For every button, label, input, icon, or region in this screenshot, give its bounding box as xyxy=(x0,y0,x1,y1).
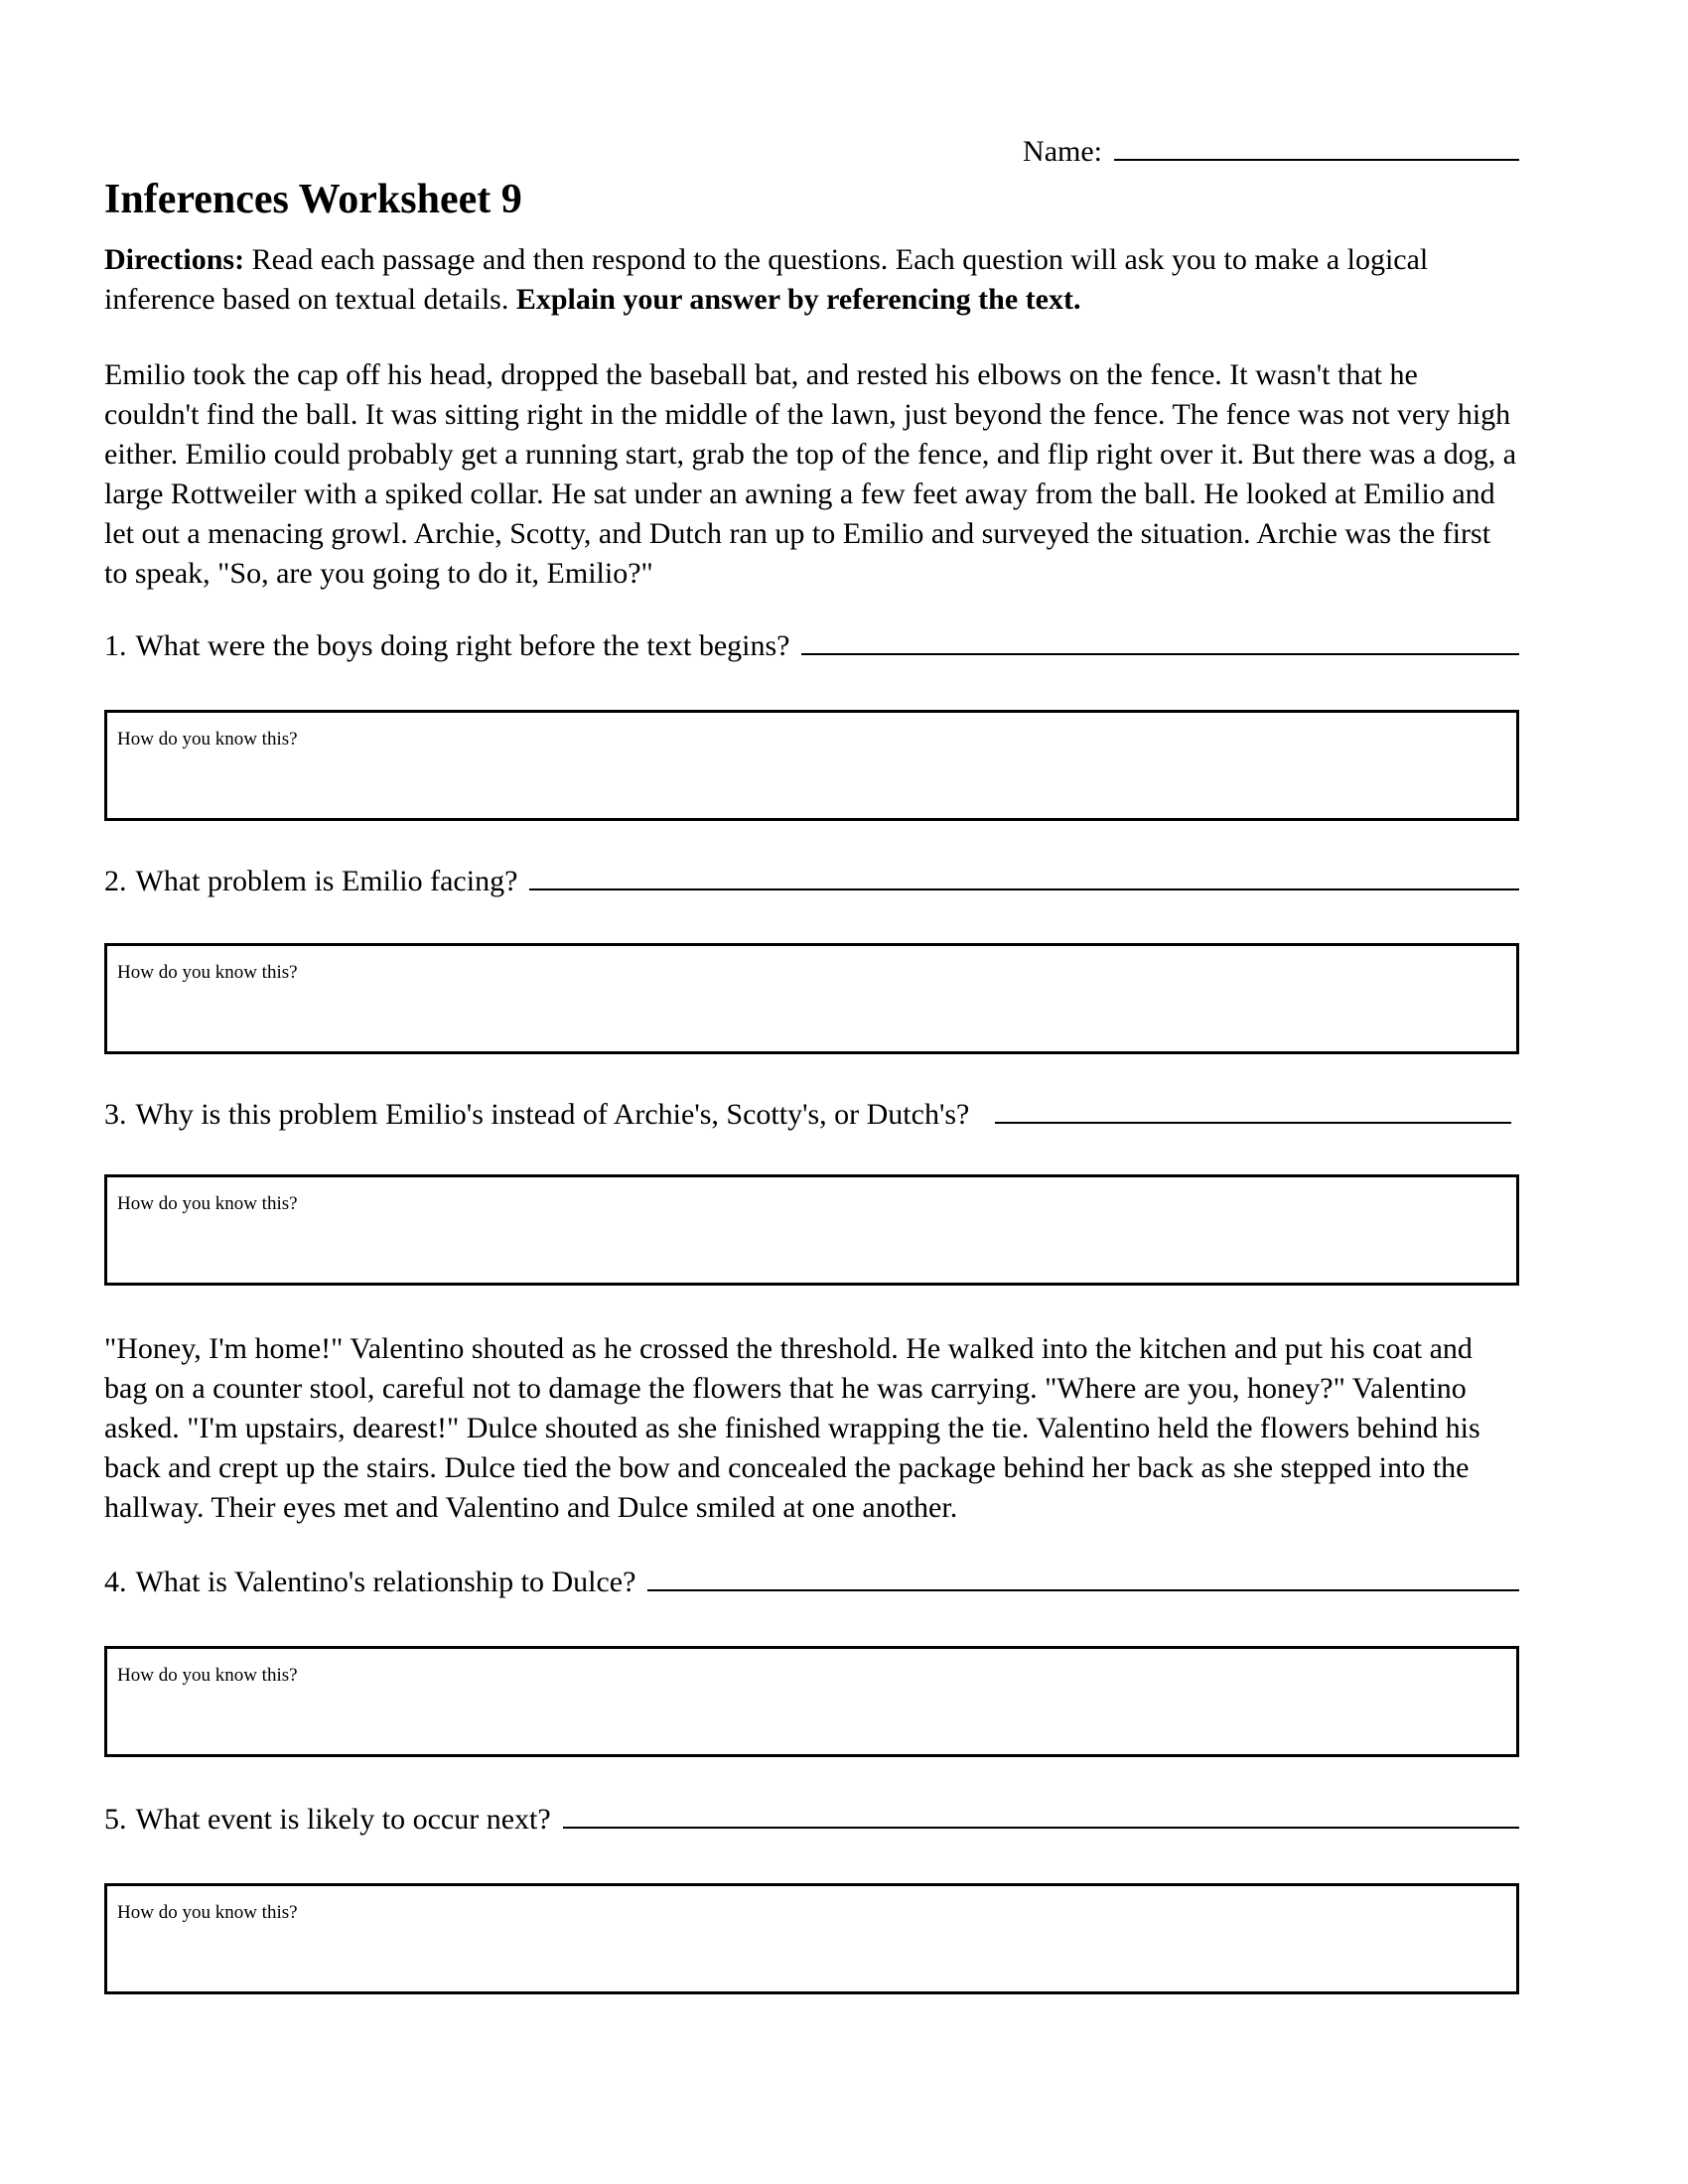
directions xyxy=(104,240,1519,320)
question-4-answer-line[interactable] xyxy=(647,1560,1519,1591)
answer-box-4[interactable] xyxy=(104,1646,1519,1757)
question-5 xyxy=(104,1797,1519,1840)
answer-box-2-label: How do you know this? xyxy=(117,962,298,983)
name-blank-line[interactable] xyxy=(1114,127,1519,161)
question-3-answer-line[interactable] xyxy=(995,1092,1511,1124)
directions-body: Read each passage and then respond to the questions. Each question will ask you to make a logical inference based on textual details. xyxy=(104,243,1429,316)
answer-box-3[interactable] xyxy=(104,1174,1519,1286)
question-3-number: 3. xyxy=(104,1098,127,1131)
page-title: Inferences Worksheet 9 xyxy=(104,177,522,222)
question-3-text: Why is this problem Emilio's instead of Archie's, Scotty's, or Dutch's? xyxy=(135,1098,970,1131)
answer-box-4-label: How do you know this? xyxy=(117,1665,298,1686)
name-label: Name: xyxy=(1023,135,1102,168)
answer-box-5[interactable] xyxy=(104,1883,1519,1994)
directions-emphasis: Explain your answer by referencing the text. xyxy=(515,283,1081,316)
question-2-number: 2. xyxy=(104,865,127,897)
question-4 xyxy=(104,1560,1519,1602)
question-1 xyxy=(104,623,1519,666)
question-1-answer-line[interactable] xyxy=(801,623,1519,655)
answer-box-5-label: How do you know this? xyxy=(117,1902,298,1923)
question-1-text: What were the boys doing right before the text begins? xyxy=(135,629,790,662)
question-4-number: 4. xyxy=(104,1566,127,1598)
question-1-number: 1. xyxy=(104,629,127,662)
question-5-answer-line[interactable] xyxy=(563,1797,1519,1829)
question-2-text: What problem is Emilio facing? xyxy=(135,865,518,897)
answer-box-3-label: How do you know this? xyxy=(117,1193,298,1214)
passage-valentino: "Honey, I'm home!" Valentino shouted as he crossed the threshold. He walked into the kitchen and put his coat and bag on a counter stool, careful not to damage the flowers that he was carrying. "Where are you, honey?" Valentino asked. "I'm upstairs, dearest!" Dulce shouted as she finished wrapping the tie. Valentino held the flowers behind his back and crept up the stairs. Dulce tied the bow and concealed the package behind her back as she stepped into the hallway. Their eyes met and Valentino and Dulce smiled at one another. xyxy=(104,1332,1480,1524)
question-3 xyxy=(104,1092,1519,1135)
question-2 xyxy=(104,859,1519,901)
answer-box-1[interactable] xyxy=(104,710,1519,821)
question-5-number: 5. xyxy=(104,1803,127,1836)
passage-emilio: Emilio took the cap off his head, dropped the baseball bat, and rested his elbows on the fence. It wasn't that he couldn't find the ball. It was sitting right in the middle of the lawn, just beyond the fence. The fence was not very high either. Emilio could probably get a running start, grab the top of the fence, and flip right over it. But there was a dog, a large Rottweiler with a spiked collar. He sat under an awning a few feet away from the ball. He looked at Emilio and let out a menacing growl. Archie, Scotty, and Dutch ran up to Emilio and surveyed the situation. Archie was the first to speak, "So, are you going to do it, Emilio?" xyxy=(104,358,1517,590)
question-4-text: What is Valentino's relationship to Dulce? xyxy=(135,1566,636,1598)
name-row xyxy=(104,127,1519,169)
question-2-answer-line[interactable] xyxy=(529,859,1519,890)
answer-box-1-label: How do you know this? xyxy=(117,729,298,750)
answer-box-2[interactable] xyxy=(104,943,1519,1054)
question-5-text: What event is likely to occur next? xyxy=(135,1803,551,1836)
directions-label: Directions: xyxy=(104,243,245,276)
